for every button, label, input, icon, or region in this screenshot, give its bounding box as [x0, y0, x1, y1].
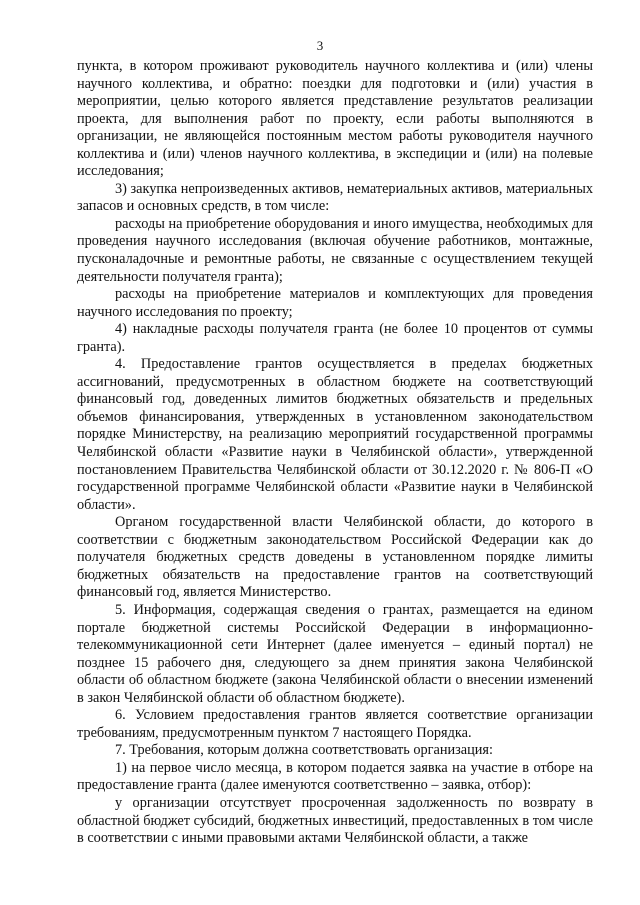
paragraph: 5. Информация, содержащая сведения о грантах, размещается на едином портале бюджетной системы Российской Федерации в информационно-телекоммуникационной сети Интернет (далее именуется – единый портал) не позднее 15 рабочего дня, следующего за днем принятия закона Челябинской области об областном бюджете (закона Челябинской области о внесении изменений в закон Челябинской области об областном бюджете).	[77, 601, 593, 706]
paragraph: расходы на приобретение материалов и комплектующих для проведения научного исследования по проекту;	[77, 286, 593, 320]
paragraph: 7. Требования, которым должна соответствовать организация:	[115, 742, 493, 759]
page-number: 3	[316, 38, 324, 53]
document-body	[77, 58, 593, 848]
paragraph: у организации отсутствует просроченная задолженность по возврату в областной бюджет субсидий, бюджетных инвестиций, предоставленных в том числе в соответствии с иными правовыми актами Челябинской области, а также	[77, 794, 593, 847]
paragraph: 4) накладные расходы получателя гранта (не более 10 процентов от суммы гранта).	[77, 321, 593, 355]
paragraph: 6. Условием предоставления грантов является соответствие организации требованиям, предусмотренным пунктом 7 настоящего Порядка.	[77, 707, 593, 741]
paragraph: расходы на приобретение оборудования и иного имущества, необходимых для проведения научного исследования (включая обучение работников, монтажные, пусконаладочные и ремонтные работы, не связанные с осуществлением текущей деятельности получателя гранта);	[77, 215, 593, 285]
paragraph: 3) закупка непроизведенных активов, нематериальных активов, материальных запасов и основных средств, в том числе:	[77, 180, 593, 215]
paragraph: 1) на первое число месяца, в котором подается заявка на участие в отборе на предоставление гранта (далее именуются соответственно – заявка, отбор):	[77, 759, 593, 794]
paragraph: 4. Предоставление грантов осуществляется в пределах бюджетных ассигнований, предусмотренных в областном бюджете на соответствующий финансовый год, доведенных лимитов бюджетных обязательств и предельных объемов финансирования, утвержденных в установленном законодательством порядке Министерству, на реализацию мероприятий государственной программы Челябинской области «Развитие науки в Челябинской области», утвержденной постановлением Правительства Челябинской области от 30.12.2020 г. № 806-П «О государственной программе Челябинской области «Развитие науки в Челябинской области».	[77, 356, 593, 513]
paragraph: Органом государственной власти Челябинской области, до которого в соответствии с бюджетным законодательством Российской Федерации как до получателя бюджетных средств доведены в установленном порядке лимиты бюджетных обязательств на предоставление грантов на соответствующий финансовый год, является Министерство.	[77, 514, 593, 601]
paragraph: пункта, в котором проживают руководитель научного коллектива и (или) члены научного коллектива, и обратно: поездки для подготовки и (или) участия в мероприятии, целью которого является представление результатов реализации проекта, для выполнения работ по проекту, если работы выполняются в организации, не являющейся постоянным местом работы руководителя научного коллектива и (или) членов научного коллектива, в экспедиции и (или) на полевые исследования;	[77, 58, 593, 180]
